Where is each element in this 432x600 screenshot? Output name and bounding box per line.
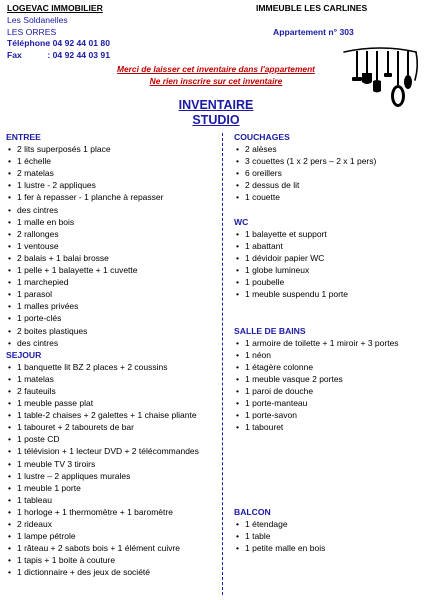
inventory-item: • 2 lits superposés 1 place	[6, 143, 218, 155]
inventory-item: • 1 matelas	[6, 373, 218, 385]
spacer	[234, 470, 430, 482]
apartment-number: Appartement n° 303	[273, 27, 354, 37]
spacer	[234, 433, 430, 445]
inventory-item: • 1 couette	[234, 191, 430, 203]
inventory-item: • 1 échelle	[6, 155, 218, 167]
section-couchages	[234, 131, 430, 204]
inventory-item: • 1 paroi de douche	[234, 385, 430, 397]
inventory-item: • 2 fauteuils	[6, 385, 218, 397]
inventory-item: • 1 tapis + 1 boite à couture	[6, 554, 218, 566]
section-entree	[6, 131, 218, 349]
inventory-item: • 1 table-2 chaises + 2 galettes + 1 chaise pliante	[6, 409, 218, 421]
spacer	[234, 445, 430, 457]
section-title: COUCHAGES	[234, 132, 290, 142]
inventory-item: • 1 armoire de toilette + 1 miroir + 3 portes	[234, 337, 430, 349]
inventory-item: • 1 télévision + 1 lecteur DVD + 2 télécommandes	[6, 445, 218, 457]
spacer	[234, 458, 430, 470]
title-line-1: INVENTAIRE	[178, 98, 254, 112]
section-title: SALLE DE BAINS	[234, 325, 306, 336]
inventory-item: • 2 alèses	[234, 143, 430, 155]
inventory-item: • 1 porte-manteau	[234, 397, 430, 409]
inventory-item: • 1 meuble TV 3 tiroirs	[6, 458, 218, 470]
inventory-item: • 1 porte-savon	[234, 409, 430, 421]
address-line-1: Les Soldanelles	[7, 14, 68, 25]
inventory-item: • 1 meuble suspendu 1 porte	[234, 288, 430, 300]
section-title: BALCON	[234, 506, 271, 517]
inventory-item: • 1 tabouret + 2 tabourets de bar	[6, 421, 218, 433]
inventory-item: • 2 rideaux	[6, 518, 218, 530]
inventory-item: • 2 matelas	[6, 167, 218, 179]
inventory-item: • 1 malles privées	[6, 300, 218, 312]
inventory-item: • 2 rallonges	[6, 228, 218, 240]
company-name: LOGEVAC IMMOBILIER	[7, 3, 103, 13]
inventory-item: • 1 porte-clés	[6, 312, 218, 324]
inventory-item: • 1 étendage	[234, 518, 430, 530]
left-column	[6, 131, 218, 578]
section-sejour	[6, 349, 218, 579]
inventory-item: • 1 râteau + 2 sabots bois + 1 élément cuivre	[6, 542, 218, 554]
inventory-item: • des cintres	[6, 204, 218, 216]
inventory-item: • 2 boites plastiques	[6, 325, 218, 337]
building-name: IMMEUBLE LES CARLINES	[256, 3, 368, 13]
column-divider	[222, 133, 223, 595]
document-title	[0, 98, 432, 128]
inventory-item: • 1 dévidoir papier WC	[234, 252, 430, 264]
inventory-item: • 1 banquette lit BZ 2 places + 2 coussins	[6, 361, 218, 373]
section-title: WC	[234, 216, 249, 227]
spacer	[234, 204, 430, 216]
inventory-item: • 2 dessus de lit	[234, 179, 430, 191]
inventory-item: • 1 abattant	[234, 240, 430, 252]
phone-value: : 04 92 44 01 80	[47, 38, 110, 49]
notice-line-1: Merci de laisser cet inventaire dans l'appartement	[117, 64, 315, 74]
inventory-item: • 1 lustre - 2 appliques	[6, 179, 218, 191]
inventory-item: • 1 lustre – 2 appliques murales	[6, 470, 218, 482]
inventory-item: • 1 meuble 1 porte	[6, 482, 218, 494]
section-balcon	[234, 506, 430, 554]
inventory-item: • 1 poste CD	[6, 433, 218, 445]
section-title: ENTREE	[6, 132, 41, 142]
inventory-item: • 1 table	[234, 530, 430, 542]
inventory-item: • 1 poubelle	[234, 276, 430, 288]
phone-label: Téléphone	[7, 38, 50, 49]
inventory-item: • 1 petite malle en bois	[234, 542, 430, 554]
inventory-item: • 1 lampe pétrole	[6, 530, 218, 542]
inventory-item: • 1 marchepied	[6, 276, 218, 288]
inventory-item: • 1 fer à repasser - 1 planche à repasser	[6, 191, 218, 203]
inventory-item: • 3 couettes (1 x 2 pers – 2 x 1 pers)	[234, 155, 430, 167]
inventory-item: • 1 malle en bois	[6, 216, 218, 228]
spacer	[234, 482, 430, 494]
inventory-item: • des cintres	[6, 337, 218, 349]
inventory-item: • 1 pelle + 1 balayette + 1 cuvette	[6, 264, 218, 276]
inventory-item: • 1 néon	[234, 349, 430, 361]
inventory-item: • 1 étagère colonne	[234, 361, 430, 373]
title-line-2: STUDIO	[192, 113, 240, 127]
section-title: SEJOUR	[6, 349, 42, 360]
right-column	[234, 131, 430, 554]
inventory-item: • 1 balayette et support	[234, 228, 430, 240]
inventory-item: • 1 tableau	[6, 494, 218, 506]
inventory-item: • 1 horloge + 1 thermomètre + 1 baromètre	[6, 506, 218, 518]
inventory-item: • 1 dictionnaire + des jeux de société	[6, 566, 218, 578]
spacer	[234, 494, 430, 506]
agency-header	[7, 3, 110, 62]
inventory-item: • 1 globe lumineux	[234, 264, 430, 276]
spacer	[234, 300, 430, 312]
inventory-item: • 1 parasol	[6, 288, 218, 300]
inventory-notice	[0, 64, 432, 87]
phone-row	[7, 38, 110, 50]
inventory-item: • 1 meuble vasque 2 portes	[234, 373, 430, 385]
inventory-item: • 2 balais + 1 balai brosse	[6, 252, 218, 264]
inventory-item: • 6 oreillers	[234, 167, 430, 179]
notice-line-2: Ne rien inscrire sur cet inventaire	[149, 75, 283, 86]
inventory-item: • 1 ventouse	[6, 240, 218, 252]
spacer	[234, 312, 430, 324]
address-line-2: LES ORRES	[7, 26, 57, 37]
inventory-item: • 1 meuble passe plat	[6, 397, 218, 409]
building-header	[256, 3, 368, 37]
fax-label: Fax	[7, 50, 22, 61]
fax-value: : 04 92 44 03 91	[47, 50, 110, 61]
section-wc	[234, 216, 430, 301]
fax-row	[7, 50, 110, 62]
inventory-item: • 1 tabouret	[234, 421, 430, 433]
section-salle-de-bains	[234, 325, 430, 434]
